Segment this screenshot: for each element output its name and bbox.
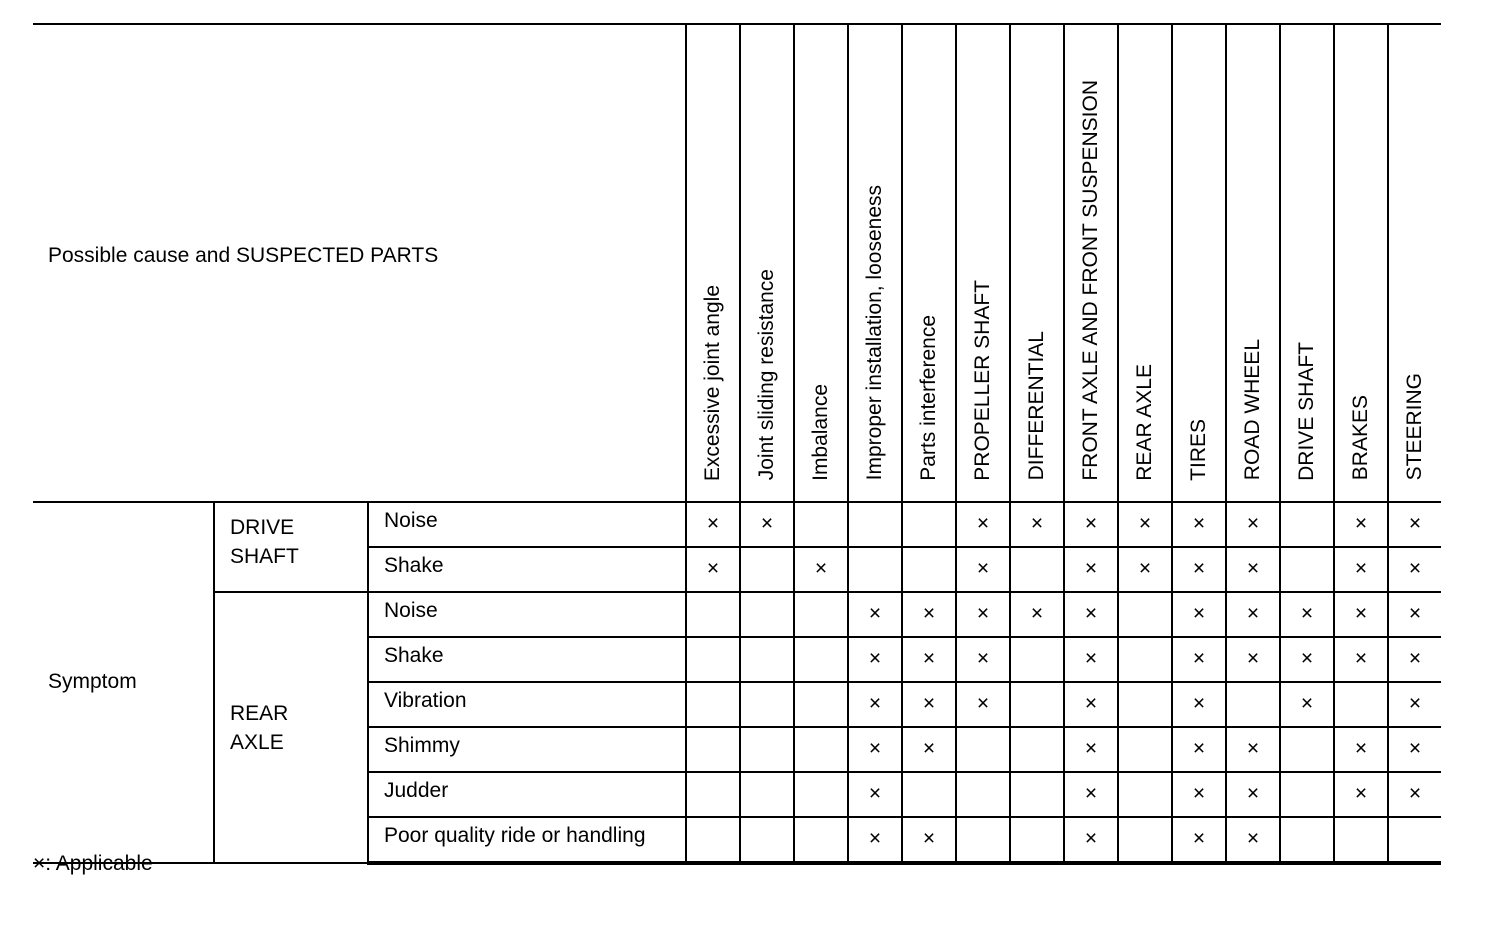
column-header (902, 24, 956, 502)
column-header-label: Excessive joint angle (700, 284, 724, 481)
applicable-mark: × (1064, 727, 1118, 772)
column-header-label: Imbalance (808, 383, 832, 481)
applicable-mark (848, 547, 902, 592)
applicable-mark (686, 637, 740, 682)
applicable-mark (1010, 547, 1064, 592)
column-header-label: REAR AXLE (1132, 363, 1156, 481)
applicable-mark: × (1172, 772, 1226, 817)
applicable-mark: × (848, 727, 902, 772)
applicable-mark (740, 682, 794, 727)
column-header-label: Parts interference (916, 314, 940, 481)
applicable-mark (686, 727, 740, 772)
applicable-mark (1334, 682, 1388, 727)
applicable-mark (686, 817, 740, 863)
applicable-mark (1280, 772, 1334, 817)
applicable-mark (740, 727, 794, 772)
applicable-mark: × (1064, 592, 1118, 637)
applicable-mark: × (1388, 637, 1441, 682)
applicable-mark: × (956, 682, 1010, 727)
applicable-mark: × (1064, 502, 1118, 547)
applicable-mark (740, 637, 794, 682)
group-label-line: SHAFT (230, 545, 299, 568)
column-header-label: TIRES (1186, 418, 1210, 481)
applicable-mark (848, 502, 902, 547)
applicable-mark: × (1172, 502, 1226, 547)
applicable-mark: × (1280, 637, 1334, 682)
applicable-mark (956, 772, 1010, 817)
applicable-mark (794, 502, 848, 547)
applicable-mark: × (848, 682, 902, 727)
symptom-name: Shake (368, 637, 686, 682)
symptom-name: Judder (368, 772, 686, 817)
applicable-mark: × (1172, 682, 1226, 727)
applicable-mark (1226, 682, 1280, 727)
applicable-mark (1118, 817, 1172, 863)
applicable-mark: × (1226, 772, 1280, 817)
column-header (1388, 24, 1441, 502)
applicable-mark (902, 772, 956, 817)
applicable-mark (794, 682, 848, 727)
column-header-label: STEERING (1402, 373, 1426, 481)
symptom-row (33, 502, 1441, 547)
symptom-name: Shimmy (368, 727, 686, 772)
applicable-mark: × (848, 637, 902, 682)
applicable-mark: × (956, 502, 1010, 547)
applicable-mark: × (1388, 682, 1441, 727)
header-title: Possible cause and SUSPECTED PARTS (48, 243, 439, 267)
applicable-mark (794, 592, 848, 637)
applicable-mark: × (1388, 547, 1441, 592)
column-header (1010, 24, 1064, 502)
applicable-mark (686, 682, 740, 727)
applicable-mark: × (686, 547, 740, 592)
applicable-mark (686, 772, 740, 817)
column-header-label: FRONT AXLE AND FRONT SUSPENSION (1078, 80, 1102, 481)
column-header (956, 24, 1010, 502)
applicable-mark: × (1172, 637, 1226, 682)
column-header-label: Joint sliding resistance (754, 269, 778, 481)
applicable-mark (1280, 727, 1334, 772)
applicable-mark: × (1118, 547, 1172, 592)
column-header-label: BRAKES (1348, 395, 1372, 481)
applicable-mark: × (1064, 772, 1118, 817)
applicable-mark (1118, 592, 1172, 637)
applicable-mark: × (1388, 592, 1441, 637)
symptom-name: Vibration (368, 682, 686, 727)
applicable-mark (794, 772, 848, 817)
group-label-line: AXLE (230, 730, 284, 754)
applicable-mark: × (902, 637, 956, 682)
applicable-mark: × (848, 817, 902, 863)
applicable-mark (794, 637, 848, 682)
symptom-label: Symptom (33, 502, 214, 863)
applicable-mark (1010, 682, 1064, 727)
applicable-mark: × (956, 547, 1010, 592)
column-header (848, 24, 902, 502)
applicable-mark: × (1226, 817, 1280, 863)
applicable-mark: × (1388, 502, 1441, 547)
symptom-name: Noise (368, 592, 686, 637)
applicable-mark: × (1388, 772, 1441, 817)
applicable-mark: × (1280, 592, 1334, 637)
applicable-mark: × (1334, 547, 1388, 592)
applicable-mark: × (902, 682, 956, 727)
applicable-mark (1118, 727, 1172, 772)
applicable-mark: × (1334, 727, 1388, 772)
symptom-row (33, 592, 1441, 637)
column-header-label: PROPELLER SHAFT (970, 279, 994, 481)
diagnosis-table (33, 23, 1441, 865)
applicable-mark (1280, 547, 1334, 592)
column-header (1118, 24, 1172, 502)
column-header (1064, 24, 1118, 502)
column-header-label: ROAD WHEEL (1240, 339, 1264, 481)
applicable-mark: × (1010, 592, 1064, 637)
applicable-mark: × (1334, 592, 1388, 637)
symptom-name: Shake (368, 547, 686, 592)
group-label (214, 592, 368, 863)
column-header-label: DRIVE SHAFT (1294, 341, 1318, 481)
applicable-mark: × (848, 772, 902, 817)
column-header (1280, 24, 1334, 502)
applicable-mark: × (1334, 502, 1388, 547)
column-header (740, 24, 794, 502)
column-header (686, 24, 740, 502)
applicable-mark: × (1064, 637, 1118, 682)
applicable-mark: × (1010, 502, 1064, 547)
applicable-mark: × (1172, 727, 1226, 772)
table-body (33, 24, 1441, 863)
header-title-cell (33, 24, 686, 502)
applicable-mark: × (848, 592, 902, 637)
applicable-mark (1010, 817, 1064, 863)
applicable-mark: × (1172, 817, 1226, 863)
column-header (1334, 24, 1388, 502)
applicable-mark (1280, 817, 1334, 863)
applicable-mark (1010, 727, 1064, 772)
applicable-mark (794, 817, 848, 863)
applicable-mark: × (902, 727, 956, 772)
applicable-mark: × (686, 502, 740, 547)
applicable-mark (740, 772, 794, 817)
applicable-mark (1388, 817, 1441, 863)
group-label-line: REAR (230, 701, 289, 725)
applicable-mark: × (1064, 817, 1118, 863)
applicable-mark (740, 547, 794, 592)
applicable-mark: × (956, 592, 1010, 637)
applicable-mark: × (1226, 502, 1280, 547)
symptom-name: Noise (368, 502, 686, 547)
applicable-mark: × (956, 637, 1010, 682)
applicable-mark: × (902, 817, 956, 863)
applicable-mark: × (1226, 637, 1280, 682)
applicable-mark: × (1118, 502, 1172, 547)
applicable-mark: × (1280, 682, 1334, 727)
applicable-mark: × (1388, 727, 1441, 772)
applicable-mark (740, 817, 794, 863)
group-label (214, 502, 368, 592)
column-header (794, 24, 848, 502)
applicable-mark (1010, 772, 1064, 817)
applicable-mark: × (1226, 727, 1280, 772)
column-header-label: Improper installation, looseness (862, 185, 886, 481)
column-header (1226, 24, 1280, 502)
applicable-mark (1118, 682, 1172, 727)
applicable-mark: × (1334, 772, 1388, 817)
applicable-mark: × (1226, 592, 1280, 637)
applicable-mark (902, 502, 956, 547)
applicable-mark: × (1172, 592, 1226, 637)
applicable-mark: × (794, 547, 848, 592)
applicable-mark: × (1334, 637, 1388, 682)
applicable-mark: × (740, 502, 794, 547)
applicable-mark: × (1064, 547, 1118, 592)
applicable-mark (1280, 502, 1334, 547)
group-label-line: DRIVE (230, 516, 295, 539)
applicable-mark (956, 817, 1010, 863)
applicable-mark (686, 592, 740, 637)
applicable-mark (794, 727, 848, 772)
column-header-label: DIFFERENTIAL (1024, 331, 1048, 481)
applicable-mark (902, 547, 956, 592)
applicable-mark: × (902, 592, 956, 637)
column-header (1172, 24, 1226, 502)
applicable-mark (740, 592, 794, 637)
applicable-mark: × (1172, 547, 1226, 592)
applicable-mark (1334, 817, 1388, 863)
header-row (33, 24, 1441, 502)
applicable-mark (1118, 772, 1172, 817)
applicable-mark (1010, 637, 1064, 682)
symptom-name: Poor quality ride or handling (368, 817, 686, 863)
legend-note: ×: Applicable (33, 852, 153, 875)
applicable-mark (1118, 637, 1172, 682)
applicable-mark (956, 727, 1010, 772)
applicable-mark: × (1064, 682, 1118, 727)
applicable-mark: × (1226, 547, 1280, 592)
